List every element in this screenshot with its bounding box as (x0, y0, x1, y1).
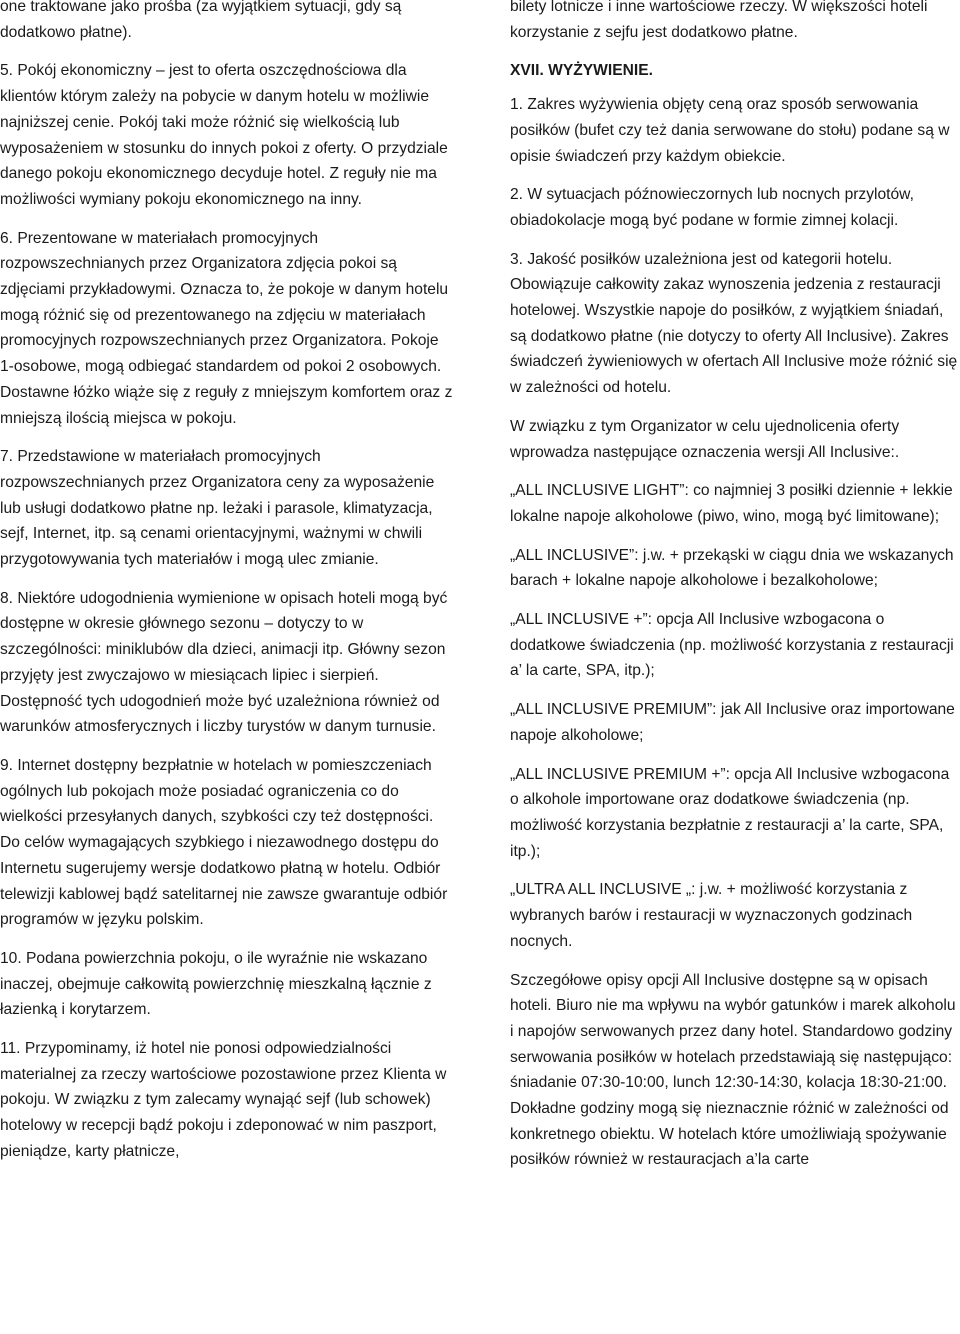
paragraph-ultra-ai: „ULTRA ALL INCLUSIVE „: j.w. + możliwość korzystania z wybranych barów i restauracji w wyznaczonych godzinach nocnych. (510, 881, 913, 950)
paragraph-9-internet: 9. Internet dostępny bezpłatnie w hotelach w pomieszczeniach ogólnych lub pokojach może posiadać ograniczenia co do wielkości przesyłanych danych, szybkości czy też dostępności. Do celów wymagających szybkiego i niezawodnego dostępu do Internetu sugerujemy wersje dodatkowo płatną w hotelu. Odbiór telewizji kablowej bądź satelitarnej nie zawsze gwarantuje odbiór programów w języku polskim. (0, 756, 448, 929)
paragraph-7-extra-prices: 7. Przedstawione w materiałach promocyjnych rozpowszechnianych przez Organizatora ceny za wyposażenie lub usługi dodatkowo płatne np. leżaki i parasole, klimatyzacja, sejf, Internet, itp. są cenami orientacyjnymi, ważnymi w chwili przygotowywania tych materiałów i mogą ulec zmianie. (0, 448, 435, 569)
paragraph-continuation: one traktowane jako prośba (za wyjątkiem sytuacji, gdy są dodatkowo płatne). (0, 0, 402, 41)
paragraph-ai-premium-plus: „ALL INCLUSIVE PREMIUM +”: opcja All Inclusive wzbogacona o alkohole importowane oraz dodatkowe świadczenia (np. możliwość korzystania bezpłatnie z restauracji a’ la carte, SPA, itp.); (510, 765, 950, 860)
right-column (510, 0, 960, 1186)
paragraph-ai-plus: „ALL INCLUSIVE +”: opcja All Inclusive wzbogacona o dodatkowe świadczenia (np. możliwość korzystania z restauracji a’ la carte, SPA, itp.); (510, 611, 954, 680)
paragraph-3-meal-quality: 3. Jakość posiłków uzależniona jest od kategorii hotelu. Obowiązuje całkowity zakaz wynoszenia jedzenia z restauracji hotelowej. Wszystkie napoje do posiłków, z wyjątkiem śniadań, są dodatkowo płatne (nie dotyczy to oferty All Inclusive). Zakres świadczeń żywieniowych w ofertach All Inclusive może różnić się w zależności od hotelu. (510, 250, 958, 397)
paragraph-continuation: bilety lotnicze i inne wartościowe rzeczy. W większości hoteli korzystanie z sejfu jest dodatkowo płatne. (510, 0, 928, 41)
paragraph-2-late-arrivals: 2. W sytuacjach późnowieczornych lub nocnych przylotów, obiadokolacje mogą być podane w formie zimnej kolacji. (510, 186, 914, 229)
paragraph-8-seasonal-amenities: 8. Niektóre udogodnienia wymienione w opisach hoteli mogą być dostępne w okresie głównego sezonu – dotyczy to w szczególności: miniklubów dla dzieci, animacji itp. Główny sezon przyjęty jest zwyczajowo w miesiącach lipiec i sierpień. Dostępność tych udogodnień może być uzależniona również od warunków atmosferycznych i liczby turystów w danym turnusie. (0, 589, 448, 736)
paragraph-ai-light: „ALL INCLUSIVE LIGHT”: co najmniej 3 posiłki dziennie + lekkie lokalne napoje alkoholowe (piwo, wino, mogą być limitowane); (510, 482, 953, 525)
paragraph-1-meal-scope: 1. Zakres wyżywienia objęty ceną oraz sposób serwowania posiłków (bufet czy też dania serwowane do stołu) podane są w opisie świadczeń przy każdym obiekcie. (510, 96, 950, 165)
paragraph-11-valuables: 11. Przypominamy, iż hotel nie ponosi odpowiedzialności materialnej za rzeczy wartościowe pozostawione przez Klienta w pokoju. W związku z tym zalecamy wynająć sejf (lub schowek) hotelowy w recepcji bądź pokoju i zdeponować w nim paszport, pieniądze, karty płatnicze, (0, 1040, 447, 1160)
section-heading: XVII. WYŻYWIENIE. (510, 62, 653, 80)
paragraph-meal-hours: Szczegółowe opisy opcji All Inclusive dostępne są w opisach hoteli. Biuro nie ma wpływu na wybór gatunków i marek alkoholu i napojów serwowanych przez dany hotel. Standardowo godziny serwowania posiłków w hotelach przedstawiają się następująco: śniadanie 07:30-10:00, lunch 12:30-14:30, kolacja 18:30-21:00. Dokładne godziny mogą się nieznacznie różnić w zależności od konkretnego obiektu. W hotelach które umożliwiają spożywanie posiłków również w restauracjach a’la carte (510, 971, 956, 1169)
paragraph-all-inclusive-intro: W związku z tym Organizator w celu ujednolicenia oferty wprowadza następujące oznaczenia wersji All Inclusive:. (510, 417, 900, 461)
paragraph-5-economy-room: 5. Pokój ekonomiczny – jest to oferta oszczędnościowa dla klientów którym zależy na pobycie w danym hotelu w możliwie najniższej cenie. Pokój taki może różnić się wielkością lub wyposażeniem w stosunku do innych pokoi z oferty. O przydziale danego pokoju ekonomicznego decyduje hotel. Z reguły nie ma możliwości wymiany pokoju ekonomicznego na inny. (0, 62, 448, 208)
paragraph-ai: „ALL INCLUSIVE”: j.w. + przekąski w ciągu dnia we wskazanych barach + lokalne napoje alkoholowe i bezalkoholowe; (510, 546, 954, 590)
paragraph-6-room-photos: 6. Prezentowane w materiałach promocyjnych rozpowszechnianych przez Organizatora zdjęcia pokoi są zdjęciami przykładowymi. Oznacza to, że pokoje w danym hotelu mogą różnić się od prezentowanego na zdjęciu w materiałach promocyjnych rozpowszechnianych przez Organizatora. Pokoje 1-osobowe, mogą odbiegać standardem od pokoi 2 osobowych. Dostawne łóżko wiąże się z reguły z mniejszym komfortem oraz z mniejszą ilością miejsca w pokoju. (0, 229, 453, 427)
paragraph-10-room-area: 10. Podana powierzchnia pokoju, o ile wyraźnie nie wskazano inaczej, obejmuje całkowitą powierzchnię mieszkalną łącznie z łazienką i korytarzem. (0, 949, 432, 1019)
paragraph-ai-premium: „ALL INCLUSIVE PREMIUM”: jak All Inclusive oraz importowane napoje alkoholowe; (510, 701, 955, 744)
left-column (0, 0, 455, 1178)
